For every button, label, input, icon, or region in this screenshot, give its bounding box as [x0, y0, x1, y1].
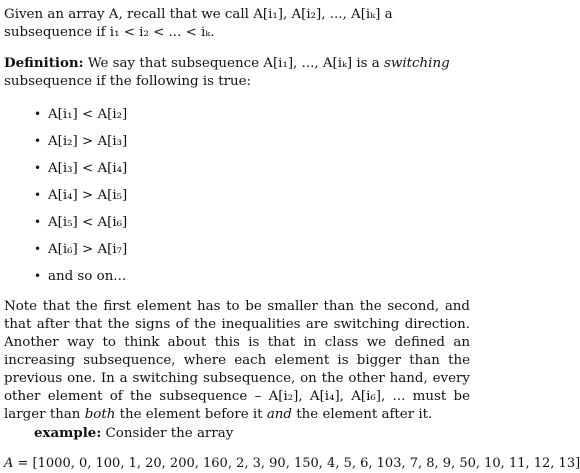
definition-paragraph: [4, 54, 470, 91]
condition-item: [34, 155, 470, 182]
condition-item: [34, 236, 470, 263]
condition-text: and so on...: [48, 269, 127, 284]
note-emphasis-both: both: [84, 407, 116, 422]
array-equation: [4, 455, 580, 473]
condition-item: [34, 101, 470, 128]
condition-item: [34, 263, 470, 290]
bullet-icon: •: [34, 215, 42, 229]
condition-text: A[i₄] > A[i₅]: [48, 188, 128, 203]
condition-text: A[i₅] < A[i₆]: [48, 215, 128, 230]
condition-item: [34, 128, 470, 155]
note-emphasis-and: and: [266, 407, 293, 422]
condition-text: A[i₂] > A[i₃]: [48, 134, 128, 149]
note-text-3: the element after it.: [292, 407, 433, 422]
example-label: example:: [34, 425, 102, 441]
intro-paragraph: [4, 6, 470, 42]
condition-item: [34, 182, 470, 209]
definition-text-before: We say that subsequence A[i₁], ..., A[iₖ] is a: [83, 56, 385, 71]
bullet-icon: •: [34, 161, 42, 175]
document-page: [4, 6, 580, 473]
example-paragraph: [4, 424, 470, 443]
array-values: = [1000, 0, 100, 1, 20, 200, 160, 2, 3, 90, 150, 4, 5, 6, 103, 7, 8, 9, 50, 10, 11, 12, 13]: [17, 456, 580, 471]
condition-item: [34, 209, 470, 236]
intro-text: Given an array A, recall that we call A[i₁], A[i₂], ..., A[iₖ] a subsequence if i₁ < i₂ < ... < iₖ.: [4, 7, 393, 40]
condition-text: A[i₆] > A[i₇]: [48, 242, 128, 257]
note-paragraph: [4, 298, 470, 424]
condition-text: A[i₁] < A[i₂]: [48, 107, 128, 122]
definition-emphasis: switching: [384, 56, 450, 71]
example-text: Consider the array: [101, 426, 234, 441]
definition-label: Definition:: [4, 55, 84, 71]
bullet-icon: •: [34, 188, 42, 202]
note-text-2: the element before it: [115, 407, 267, 422]
bullet-icon: •: [34, 269, 42, 283]
conditions-list: [4, 101, 470, 290]
array-name: A: [4, 456, 14, 471]
condition-text: A[i₃] < A[i₄]: [48, 161, 128, 176]
note-text-1: Note that the first element has to be smaller than the second, and that after that the signs of the inequalities are switching direction. Another way to think about this is that in class we defined an increasing subsequence, where each element is bigger than the previous one. In a switching subsequence, on the other hand, every other element of the subsequence – A[i₂], A[i₄], A[i₆], ... must be larger than: [4, 299, 470, 422]
definition-text-after: subsequence if the following is true:: [4, 74, 252, 89]
bullet-icon: •: [34, 242, 42, 256]
bullet-icon: •: [34, 107, 42, 121]
bullet-icon: •: [34, 134, 42, 148]
